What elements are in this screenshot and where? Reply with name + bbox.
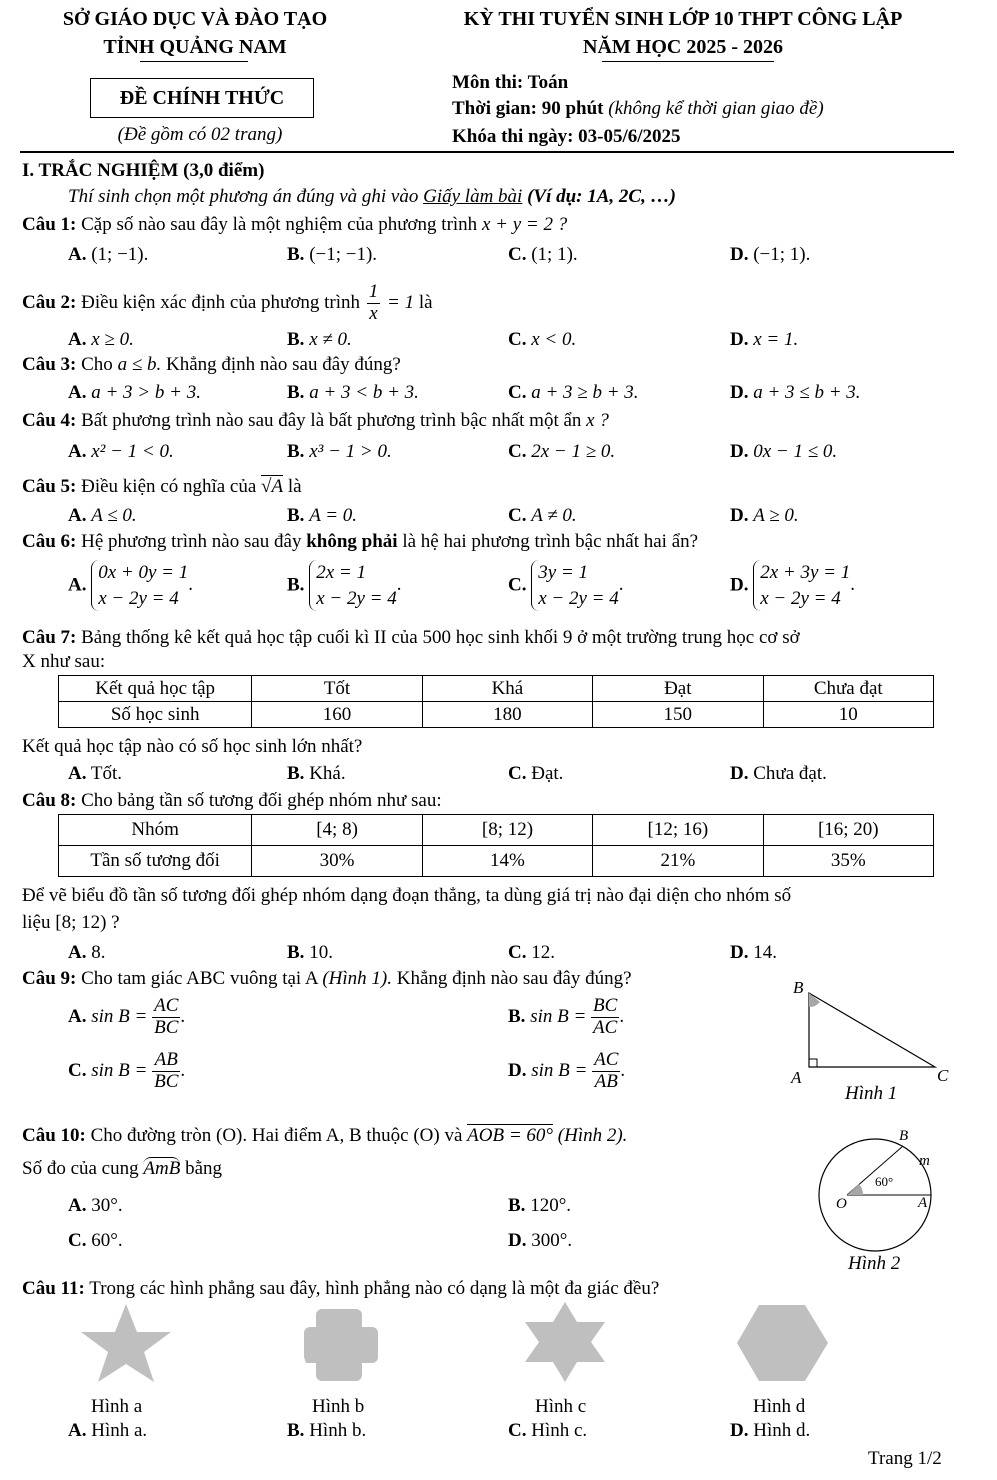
- table-row: [59, 702, 934, 728]
- angle-b-mark: [809, 993, 820, 1007]
- table-cell: 10: [763, 702, 934, 728]
- q4-option-d: D. 0x − 1 ≤ 0.: [730, 441, 838, 462]
- five-point-star: [81, 1304, 171, 1382]
- q1-stem: Câu 1: Cặp số nào sau đây là một nghiệm của phương trình x + y = 2 ?: [22, 214, 568, 235]
- six-point-star: [525, 1302, 605, 1382]
- table-cell: Nhóm: [59, 815, 252, 846]
- q8-question-line2: liệu [8; 12) ?: [22, 912, 120, 933]
- q10-option-a: A. 30°.: [68, 1195, 123, 1216]
- label-b: B: [899, 1128, 909, 1144]
- q6-option-a: A. 0x + 0y = 1 x − 2y = 4 .: [68, 560, 193, 611]
- q9-option-c: C. sin B = $\frac{AB}{BC}$ .: [68, 1049, 186, 1092]
- q11-stem: Câu 11: Trong các hình phẳng sau đây, hình phẳng nào có dạng là một đa giác đều?: [22, 1278, 660, 1299]
- q6-option-b: B. 2x = 1 x − 2y = 4 .: [287, 560, 401, 611]
- right-angle-mark: [809, 1059, 817, 1067]
- q2-stem: Câu 2: Điều kiện xác định của phương trình $\frac{1}{x}$ = 1 là: [22, 281, 433, 324]
- q11-option-b: B. Hình b.: [287, 1420, 367, 1441]
- q8-stem: Câu 8: Cho bảng tần số tương đối ghép nhóm như sau:: [22, 790, 442, 811]
- department-name: SỞ GIÁO DỤC VÀ ĐÀO TẠO: [62, 8, 328, 30]
- q9-stem: Câu 9: Cho tam giác ABC vuông tại A (Hình 1). Khẳng định nào sau đây đúng?: [22, 968, 632, 989]
- q8-option-b: B. 10.: [287, 942, 333, 963]
- q11-option-a: A. Hình a.: [68, 1420, 148, 1441]
- q10-option-c: C. 60°.: [68, 1230, 123, 1251]
- table-cell: Khá: [422, 676, 592, 702]
- exam-date: Khóa thi ngày: 03-05/6/2025: [452, 126, 681, 147]
- section-instruction: Thí sinh chọn một phương án đúng và ghi vào Giấy làm bài (Ví dụ: 1A, 2C, …): [68, 186, 676, 207]
- q3-option-a: A. a + 3 > b + 3.: [68, 382, 201, 403]
- figure-1-triangle: [785, 975, 965, 1110]
- cross-shape: [304, 1309, 378, 1381]
- q7-question: Kết quả học tập nào có số học sinh lớn nhất?: [22, 736, 363, 757]
- table-cell: 150: [593, 702, 763, 728]
- q5-option-b: B. A = 0.: [287, 505, 358, 526]
- q4-option-b: B. x³ − 1 > 0.: [287, 441, 392, 462]
- table-cell: [12; 16): [593, 815, 763, 846]
- school-year: NĂM HỌC 2025 - 2026: [583, 36, 783, 58]
- figure-1-caption: Hình 1: [845, 1083, 898, 1104]
- table-cell: Chưa đạt: [763, 676, 934, 702]
- table-cell: Đạt: [593, 676, 763, 702]
- q6-option-c: C. 3y = 1 x − 2y = 4 .: [508, 560, 624, 611]
- q5-option-a: A. A ≤ 0.: [68, 505, 137, 526]
- q9-option-b: B. sin B = $\frac{BC}{AC}$ .: [508, 995, 625, 1038]
- shape-star-5: [78, 1300, 178, 1385]
- q8-option-c: C. 12.: [508, 942, 555, 963]
- q4-option-c: C. 2x − 1 ≥ 0.: [508, 441, 616, 462]
- q5-option-c: C. A ≠ 0.: [508, 505, 577, 526]
- label-o: O: [836, 1196, 847, 1212]
- header-underline-left: [140, 61, 248, 62]
- province-name: TỈNH QUẢNG NAM: [103, 36, 287, 58]
- q11-option-c: C. Hình c.: [508, 1420, 588, 1441]
- official-badge: ĐỀ CHÍNH THỨC: [90, 78, 314, 118]
- time-limit: Thời gian: 90 phút (không kể thời gian giao đề): [452, 98, 824, 119]
- header-underline-right: [602, 61, 774, 62]
- label-angle: 60°: [875, 1174, 894, 1189]
- caption-hinh-c: Hình c: [535, 1396, 587, 1417]
- q3-option-d: D. a + 3 ≤ b + 3.: [730, 382, 861, 403]
- table-cell: 14%: [422, 846, 592, 877]
- table-cell: [16; 20): [763, 815, 933, 846]
- table-cell: 30%: [252, 846, 422, 877]
- q3-stem: Câu 3: Cho a ≤ b. Khẳng định nào sau đây đúng?: [22, 354, 401, 375]
- shape-cross: [300, 1305, 380, 1385]
- table-row: [59, 846, 934, 877]
- table-cell: 21%: [593, 846, 763, 877]
- q3-option-c: C. a + 3 ≥ b + 3.: [508, 382, 639, 403]
- q8-option-a: A. 8.: [68, 942, 106, 963]
- shape-hexagon: [735, 1303, 830, 1385]
- q1-option-a: A. (1; −1).: [68, 244, 149, 265]
- table-cell: [8; 12): [422, 815, 592, 846]
- q2-option-d: D. x = 1.: [730, 329, 799, 350]
- q7-option-d: D. Chưa đạt.: [730, 763, 827, 784]
- table-cell: Kết quả học tập: [59, 676, 252, 702]
- label-b: B: [793, 978, 804, 997]
- q8-question: Để vẽ biểu đồ tần số tương đối ghép nhóm dạng đoạn thẳng, ta dùng giá trị nào đại diện cho nhóm số: [22, 885, 792, 906]
- figure-2-caption: Hình 2: [848, 1253, 901, 1274]
- q7-option-a: A. Tốt.: [68, 763, 123, 784]
- table-cell: Số học sinh: [59, 702, 252, 728]
- q11-option-d: D. Hình d.: [730, 1420, 811, 1441]
- q5-stem: Câu 5: Điều kiện có nghĩa của √A là: [22, 476, 302, 497]
- q10-option-d: D. 300°.: [508, 1230, 573, 1251]
- caption-hinh-a: Hình a: [91, 1396, 143, 1417]
- pages-note: (Đề gồm có 02 trang): [117, 124, 283, 145]
- q4-stem: Câu 4: Bất phương trình nào sau đây là bất phương trình bậc nhất một ẩn x ?: [22, 410, 609, 431]
- q7-stem-line2: X như sau:: [22, 651, 106, 672]
- q5-option-d: D. A ≥ 0.: [730, 505, 799, 526]
- q1-option-c: C. (1; 1).: [508, 244, 578, 265]
- q1-option-b: B. (−1; −1).: [287, 244, 378, 265]
- table-cell: [4; 8): [252, 815, 422, 846]
- label-c: C: [937, 1066, 949, 1085]
- shape-star-6: [515, 1300, 615, 1385]
- q9-option-a: A. sin B = $\frac{AC}{BC}$ .: [68, 995, 186, 1038]
- q7-stem: Câu 7: Bảng thống kê kết quả học tập cuối kì II của 500 học sinh khối 9 ở một trường trung học cơ sở: [22, 627, 800, 648]
- q10-option-b: B. 120°.: [508, 1195, 572, 1216]
- q6-option-d: D. 2x + 3y = 1 x − 2y = 4 .: [730, 560, 855, 611]
- caption-hinh-d: Hình d: [753, 1396, 806, 1417]
- triangle-abc: [809, 993, 935, 1067]
- q10-stem: Câu 10: Cho đường tròn (O). Hai điểm A, B thuộc (O) và AOB = 60° (Hình 2).: [22, 1125, 628, 1146]
- exam-title: KỲ THI TUYỂN SINH LỚP 10 THPT CÔNG LẬP: [463, 8, 903, 30]
- table-row: [59, 815, 934, 846]
- q7-option-c: C. Đạt.: [508, 763, 564, 784]
- label-a: A: [918, 1195, 928, 1211]
- q7-table: [58, 675, 934, 728]
- q4-option-a: A. x² − 1 < 0.: [68, 441, 174, 462]
- q10-stem-line2: Số đo của cung AmB bằng: [22, 1158, 222, 1179]
- figure-2-circle: [805, 1125, 955, 1275]
- q8-option-d: D. 14.: [730, 942, 777, 963]
- angle-aob-mark: [847, 1184, 863, 1195]
- caption-hinh-b: Hình b: [312, 1396, 365, 1417]
- header-divider: [20, 151, 954, 153]
- q3-option-b: B. a + 3 < b + 3.: [287, 382, 419, 403]
- regular-hexagon: [737, 1305, 828, 1381]
- label-a: A: [791, 1068, 802, 1087]
- table-cell: Tốt: [252, 676, 422, 702]
- table-cell: 160: [252, 702, 422, 728]
- q9-option-d: D. sin B = $\frac{AC}{AB}$ .: [508, 1049, 626, 1092]
- q6-stem: Câu 6: Hệ phương trình nào sau đây không phải là hệ hai phương trình bậc nhất hai ẩn?: [22, 531, 699, 552]
- page-number: Trang 1/2: [868, 1448, 942, 1469]
- table-row: [59, 676, 934, 702]
- label-m: m: [919, 1153, 930, 1169]
- q2-option-c: C. x < 0.: [508, 329, 577, 350]
- q2-option-a: A. x ≥ 0.: [68, 329, 134, 350]
- table-cell: Tần số tương đối: [59, 846, 252, 877]
- q2-option-b: B. x ≠ 0.: [287, 329, 352, 350]
- subject: Môn thi: Toán: [452, 72, 569, 93]
- table-cell: 35%: [763, 846, 933, 877]
- q8-table: [58, 814, 934, 877]
- q7-option-b: B. Khá.: [287, 763, 346, 784]
- table-cell: 180: [422, 702, 592, 728]
- q1-option-d: D. (−1; 1).: [730, 244, 811, 265]
- section-title: I. TRẮC NGHIỆM (3,0 điểm): [22, 160, 265, 181]
